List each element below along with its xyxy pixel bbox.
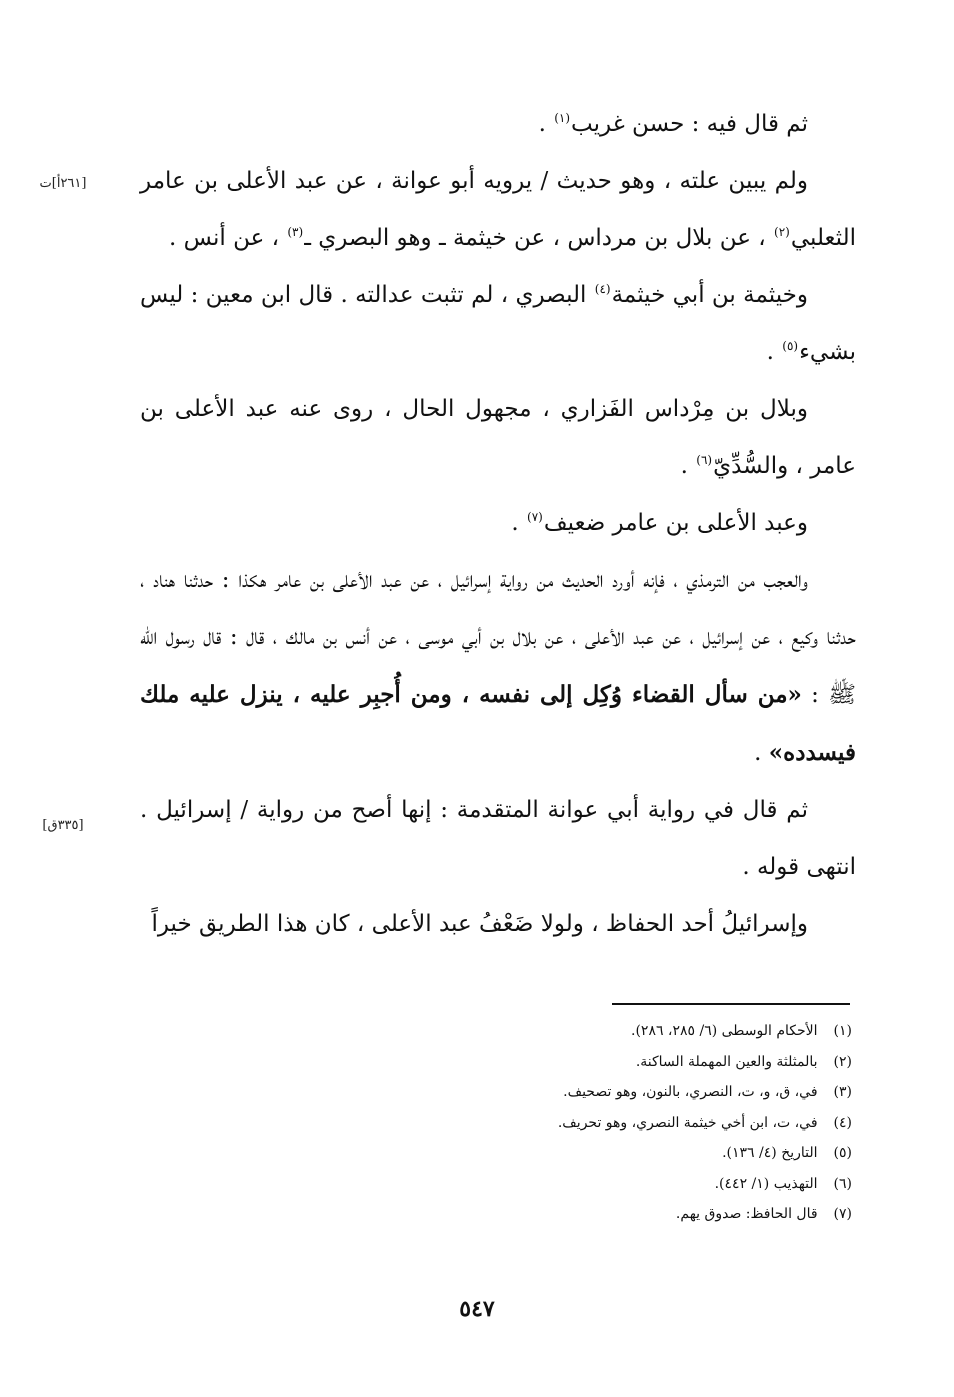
footnote-item xyxy=(140,1016,852,1047)
paragraph-3 xyxy=(140,267,856,381)
hadith-quote: «من سأل القضاء وُكِل إلى نفسه ، ومن أُجبِر عليه ، ينزل عليه ملك فيسدده» xyxy=(140,681,856,766)
footnote-separator xyxy=(612,1003,850,1005)
footnote-number: (٥) xyxy=(833,1145,852,1161)
paragraph-text: . xyxy=(538,111,554,137)
footnote-number: (٢) xyxy=(833,1053,852,1070)
margin-manuscript-ref-1: [٢٦١أ]ت xyxy=(39,176,87,191)
paragraph-text: ثم قال فيه : حسن غريب xyxy=(571,111,808,137)
paragraph-text: والعجب من الترمذي ، فإنه أورد الحديث من رواية إسرائيل ، عن عبد الأعلى بن عامر هكذا : حدثنا هناد ، حدثنا وكيع ، عن إسرائيل ، عن عبد الأعلى ، عن بلال بن أبي موسى ، عن أنس بن مالك ، قال : قال رسول الله ﷺ : xyxy=(140,567,856,708)
footnote-number: (٦) xyxy=(833,1175,852,1192)
page-number: ٥٤٧ xyxy=(459,1296,495,1322)
footnote-text: قال الحافظ: صدوق يهم. xyxy=(675,1206,818,1222)
paragraph-5 xyxy=(140,495,856,552)
paragraph-text: ولم يبين علته ، وهو حديث / يرويه أبو عوانة ، عن عبد الأعلى بن عامر الثعلبي xyxy=(140,168,856,251)
paragraph-text: ، عن أنس . xyxy=(169,225,287,251)
footnote-item xyxy=(140,1108,852,1139)
footnote-item xyxy=(140,1077,852,1108)
paragraph-text: . xyxy=(754,740,769,766)
footnote-item xyxy=(140,1138,852,1169)
paragraph-text: . xyxy=(766,339,782,365)
footnote-text: في، ت، ابن أخي خيثمة النصري، وهو تحريف. xyxy=(557,1114,818,1131)
footnote-item xyxy=(140,1047,852,1078)
paragraph-text: ، عن بلال بن مرداس ، عن خيثمة ـ وهو البصري ـ xyxy=(304,225,773,251)
paragraph-text: وعبد الأعلى بن عامر ضعيف xyxy=(543,510,808,536)
footnote-text: في، ق، و، ت، النصري، بالنون، وهو تصحيف. xyxy=(563,1084,818,1100)
paragraph-israil: وإسرائيلُ أحد الحفاظ ، ولولا ضَعْفُ عبد الأعلى ، كان هذا الطريق خيراً xyxy=(151,911,808,937)
main-text xyxy=(140,96,856,953)
footnote-text: الأحكام الوسطى (٦/ ٢٨٥، ٢٨٦). xyxy=(631,1023,818,1039)
footnote-marker: (٤) xyxy=(594,282,611,297)
paragraph-abu-awana: ثم قال في رواية أبي عوانة المتقدمة : إنها أصح من رواية / إسرائيل . انتهى قوله . xyxy=(140,797,856,880)
paragraph-text: وخيثمة بن أبي خيثمة xyxy=(611,282,808,308)
footnotes xyxy=(140,1016,852,1230)
footnote-marker: (٣) xyxy=(287,225,304,240)
paragraph-text: البصري ، لم تثبت عدالته . قال ابن معين : ليس بشيء xyxy=(140,282,856,365)
footnote-marker: (١) xyxy=(554,111,571,126)
footnote-text: التهذيب (١/ ٤٤٢). xyxy=(714,1175,818,1192)
footnote-marker: (٥) xyxy=(782,339,799,354)
paragraph-text: . xyxy=(511,510,527,536)
footnote-marker: (٦) xyxy=(696,453,713,468)
footnote-marker: (٢) xyxy=(774,225,790,240)
margin-manuscript-ref-2: [٣٣٥ق] xyxy=(42,818,84,833)
footnote-number: (١) xyxy=(833,1023,852,1039)
footnote-text: التاريخ (٤/ ١٣٦). xyxy=(722,1145,818,1161)
footnote-number: (٤) xyxy=(833,1114,852,1131)
footnote-item xyxy=(140,1199,852,1230)
paragraph-text: . xyxy=(680,453,696,479)
footnote-marker: (٧) xyxy=(527,510,543,525)
paragraph-4 xyxy=(140,381,856,495)
paragraph-2 xyxy=(140,153,856,267)
paragraph-tirmidhi xyxy=(140,552,856,782)
footnote-text: بالمثلثة والعين المهملة الساكنة. xyxy=(635,1053,818,1070)
footnote-item xyxy=(140,1169,852,1200)
paragraph-text: وبلال بن مِرْداس الفَزاري ، مجهول الحال ، روى عنه عبد الأعلى بن عامر ، والسُّدِّيّ xyxy=(140,396,856,479)
footnote-number: (٣) xyxy=(833,1084,852,1100)
footnote-number: (٧) xyxy=(833,1206,852,1222)
paragraph-1 xyxy=(140,96,856,153)
